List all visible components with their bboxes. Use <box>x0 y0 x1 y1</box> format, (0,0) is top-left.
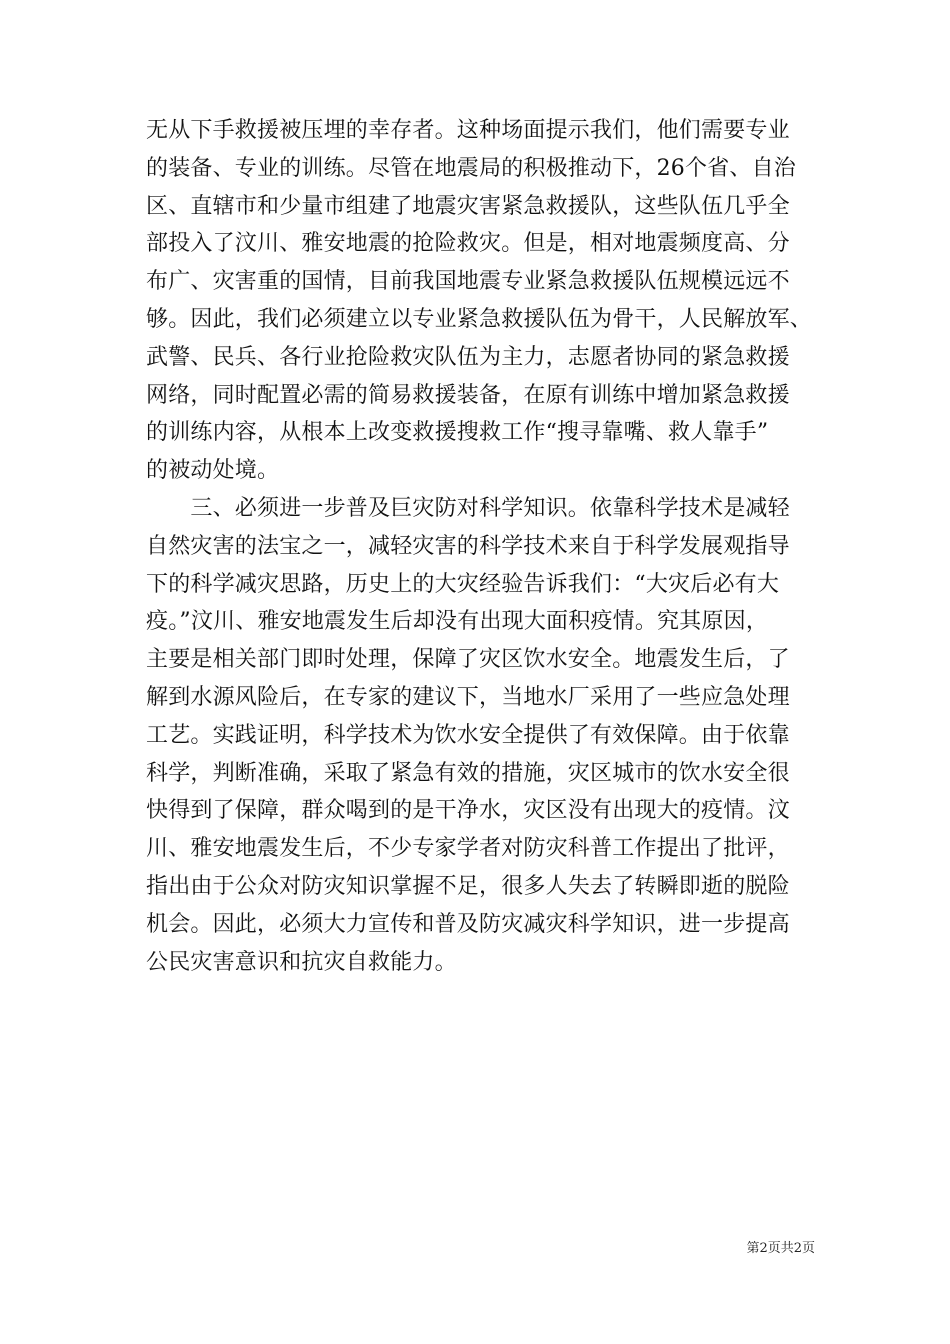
document-body <box>146 112 812 981</box>
text-line: 指出由于公众对防灾知识掌握不足，很多人失去了转瞬即逝的脱险 <box>146 873 790 899</box>
text-line: 部投入了汶川、雅安地震的抢险救灾。但是，相对地震频度高、分 <box>146 231 790 257</box>
text-line: 主要是相关部门即时处理，保障了灾区饮水安全。地震发生后，了 <box>146 647 790 673</box>
text-line: 下的科学减灾思路，历史上的大灾经验告诉我们：“大灾后必有大 <box>146 571 780 597</box>
text-line: 川、雅安地震发生后，不少专家学者对防灾科普工作提出了批评， <box>146 836 790 862</box>
text-line: 够。因此，我们必须建立以专业紧急救援队伍为骨干，人民解放军、 <box>146 306 813 332</box>
section-three-heading-line: 三、必须进一步普及巨灾防对科学知识。依靠科学技术是减轻 <box>146 495 790 521</box>
text-line: 工艺。实践证明，科学技术为饮水安全提供了有效保障。由于依靠 <box>146 722 790 748</box>
text-line: 科学，判断准确，采取了紧急有效的措施，灾区城市的饮水安全很 <box>146 760 790 786</box>
text-line: 快得到了保障，群众喝到的是干净水，灾区没有出现大的疫情。汶 <box>146 798 790 824</box>
text-line: 区、直辖市和少量市组建了地震灾害紧急救援队，这些队伍几乎全 <box>146 193 790 219</box>
text-line: 网络，同时配置必需的简易救援装备，在原有训练中增加紧急救援 <box>146 382 790 408</box>
text-line: 机会。因此，必须大力宣传和普及防灾减灾科学知识，进一步提高 <box>146 911 790 937</box>
text-line: 公民灾害意识和抗灾自救能力。 <box>146 949 457 975</box>
page-number: 第2页共2页 <box>746 1241 815 1256</box>
text-line: 的训练内容，从根本上改变救援搜救工作“搜寻靠嘴、救人靠手” <box>146 420 769 446</box>
text-line: 疫。”汶川、雅安地震发生后却没有出现大面积疫情。究其原因， <box>146 609 769 635</box>
text-line: 武警、民兵、各行业抢险救灾队伍为主力，志愿者协同的紧急救援 <box>146 344 790 370</box>
text-line: 的被动处境。 <box>146 458 280 484</box>
text-line: 解到水源风险后，在专家的建议下，当地水厂采用了一些应急处理 <box>146 684 790 710</box>
text-line: 布广、灾害重的国情，目前我国地震专业紧急救援队伍规模远远不 <box>146 269 790 295</box>
text-line: 自然灾害的法宝之一，减轻灾害的科学技术来自于科学发展观指导 <box>146 533 790 559</box>
text-line: 无从下手救援被压埋的幸存者。这种场面提示我们，他们需要专业 <box>146 118 790 143</box>
text-line: 的装备、专业的训练。尽管在地震局的积极推动下，26个省、自治 <box>146 155 796 181</box>
